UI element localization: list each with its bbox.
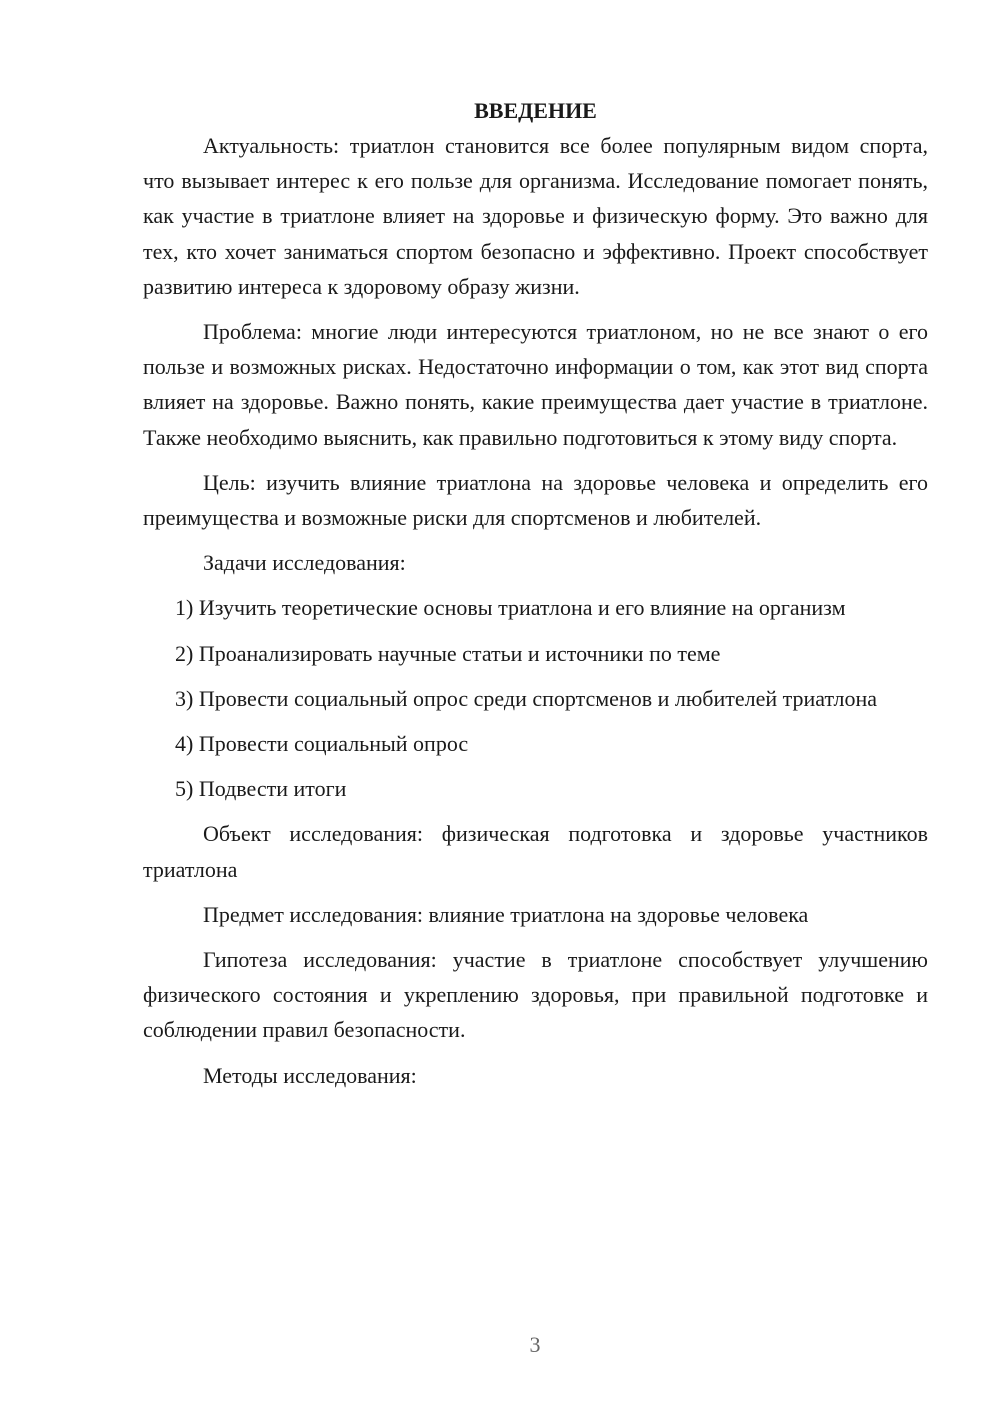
section-title: ВВЕДЕНИЕ	[474, 98, 597, 123]
paragraph-object: Объект исследования: физическая подготовка и здоровье участников триатлона	[143, 821, 928, 882]
methods-heading: Методы исследования:	[203, 1062, 417, 1088]
paragraph-hypothesis: Гипотеза исследования: участие в триатлоне способствует улучшению физического состояния и укреплению здоровья, при правильной подготовке и соблюдении правил безопасности.	[143, 947, 928, 1043]
paragraph-goal: Цель: изучить влияние триатлона на здоровье человека и определить его преимущества и возможные риски для спортсменов и любителей.	[143, 469, 928, 531]
list-item: 3) Провести социальный опрос среди спортсменов и любителей триатлона	[175, 685, 878, 711]
document-page	[143, 93, 928, 1103]
list-item: 1) Изучить теоретические основы триатлона и его влияние на организм	[175, 595, 846, 621]
tasks-list	[143, 590, 928, 806]
tasks-heading: Задачи исследования:	[203, 550, 406, 576]
list-item: 2) Проанализировать научные статьи и источники по теме	[175, 640, 721, 666]
list-item: 5) Подвести итоги	[175, 776, 347, 802]
paragraph-relevance: Актуальность: триатлон становится все более популярным видом спорта, что вызывает интерес к его пользе для организма. Исследование помогает понять, как участие в триатлоне влияет на здоровье и физическую форму. Это важно для тех, кто хочет заниматься спортом безопасно и эффективно. Проект способствует развитию интереса к здоровому образу жизни.	[143, 133, 928, 299]
page-number: 3	[529, 1332, 541, 1357]
paragraph-problem: Проблема: многие люди интересуются триатлоном, но не все знают о его пользе и возможных рисках. Недостаточно информации о том, как этот вид спорта влияет на здоровье. Важно понять, какие преимущества дает участие в триатлоне. Также необходимо выяснить, как правильно подготовиться к этому виду спорта.	[143, 319, 928, 450]
paragraph-subject: Предмет исследования: влияние триатлона на здоровье человека	[203, 901, 809, 927]
list-item: 4) Провести социальный опрос	[175, 731, 469, 757]
